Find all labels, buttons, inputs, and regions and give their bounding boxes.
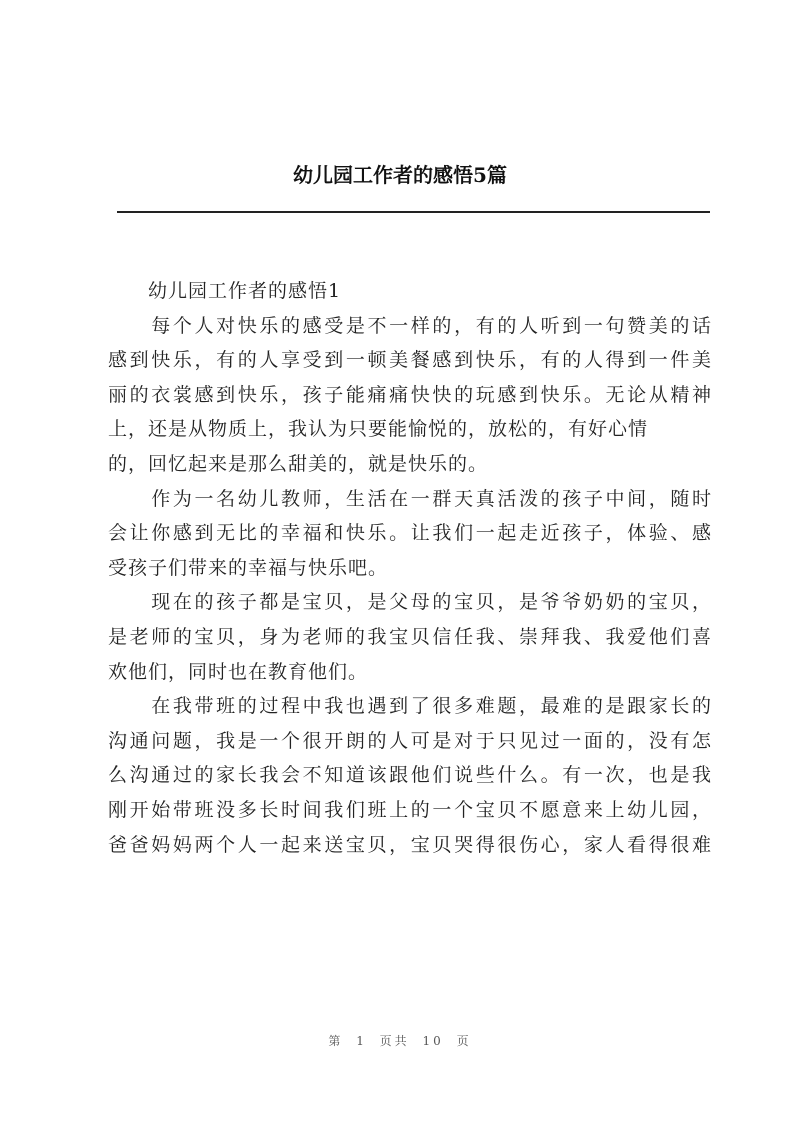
text-line: 感到快乐，有的人享受到一顿美餐感到快乐，有的人得到一件美 [108,349,712,372]
document-body [108,274,712,862]
text-line: 在我带班的过程中我也遇到了很多难题，最难的是跟家长的 [108,695,712,718]
text-line: 每个人对快乐的感受是不一样的，有的人听到一句赞美的话 [108,314,712,337]
text-line: 刚开始带班没多长时间我们班上的一个宝贝不愿意来上幼儿园， [108,798,712,821]
text-line: 欢他们，同时也在教育他们。 [108,660,369,683]
page-title: 幼儿园工作者的感悟5篇 [293,163,507,187]
text-line: 的，回忆起来是那么甜美的，就是快乐的。 [108,452,489,475]
text-line: 现在的孩子都是宝贝，是父母的宝贝，是爷爷奶奶的宝贝， [108,591,712,614]
page-footer: 第 1 页共 10 页 [328,1034,472,1048]
text-line: 是老师的宝贝，身为老师的我宝贝信任我、崇拜我、我爱他们喜 [108,625,712,648]
text-line: 受孩子们带来的幸福与快乐吧。 [108,556,389,579]
text-line: 么沟通过的家长我会不知道该跟他们说些什么。有一次，也是我 [108,764,712,787]
text-line: 幼儿园工作者的感悟1 [108,280,342,302]
text-line: 上，还是从物质上，我认为只要能愉悦的，放松的，有好心情 [108,418,649,441]
text-line: 沟通问题，我是一个很开朗的人可是对于只见过一面的，没有怎 [108,729,712,752]
text-line: 作为一名幼儿教师，生活在一群天真活泼的孩子中间，随时 [108,487,712,510]
text-line: 会让你感到无比的幸福和快乐。让我们一起走近孩子，体验、感 [108,522,712,545]
title-divider [117,211,710,213]
text-line: 爸爸妈妈两个人一起来送宝贝，宝贝哭得很伤心，家人看得很难 [108,833,712,856]
text-line: 丽的衣裳感到快乐，孩子能痛痛快快的玩感到快乐。无论从精神 [108,383,712,406]
